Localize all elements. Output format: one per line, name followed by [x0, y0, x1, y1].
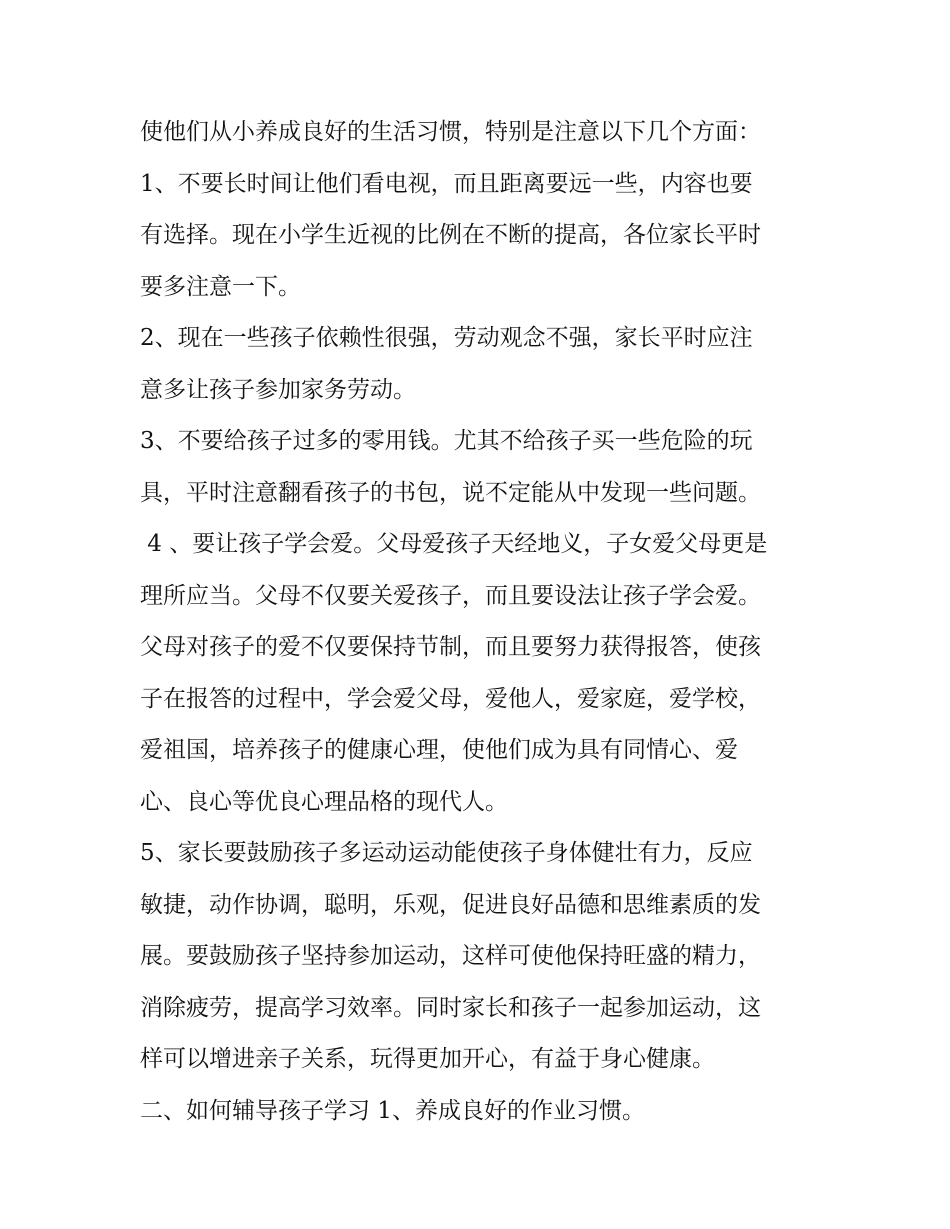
- text-line: 4 、要让孩子学会爱。父母爱孩子天经地义，子女爱父母更是: [140, 531, 768, 557]
- text-line: 理所应当。父母不仅要关爱孩子，而且要设法让孩子学会爱。: [140, 582, 761, 609]
- text-line: 消除疲劳，提高学习效率。同时家长和孩子一起参加运动，这: [140, 994, 761, 1021]
- text-line: 父母对孩子的爱不仅要保持节制，而且要努力获得报答，使孩: [140, 634, 761, 660]
- text-line: 1、不要长时间让他们看电视，而且距离要远一些，内容也要: [140, 170, 753, 197]
- text-line: 2、现在一些孩子依赖性很强，劳动观念不强，家长平时应注: [140, 325, 753, 351]
- text-line: 3、不要给孩子过多的零用钱。尤其不给孩子买一些危险的玩: [140, 428, 753, 454]
- text-line: 心、良心等优良心理品格的现代人。: [140, 788, 508, 815]
- text-line: 意多让孩子参加家务劳动。: [140, 376, 416, 403]
- text-line: 子在报答的过程中，学会爱父母，爱他人，爱家庭，爱学校，: [140, 685, 761, 712]
- text-line: 爱祖国，培养孩子的健康心理，使他们成为具有同情心、爱: [140, 737, 738, 763]
- text-line: 展。要鼓励孩子坚持参加运动，这样可使他保持旺盛的精力，: [140, 943, 761, 969]
- text-line: 有选择。现在小学生近视的比例在不断的提高，各位家长平时: [140, 222, 761, 248]
- document-body: [140, 108, 830, 1138]
- text-line: 二、如何辅导孩子学习 1、养成良好的作业习惯。: [140, 1097, 645, 1124]
- text-line: 具，平时注意翻看孩子的书包，说不定能从中发现一些问题。: [140, 479, 761, 506]
- text-line: 要多注意一下。: [140, 273, 301, 300]
- text-line: 5、家长要鼓励孩子多运动运动能使孩子身体健壮有力，反应: [140, 840, 753, 866]
- text-line: 使他们从小养成良好的生活习惯，特别是注意以下几个方面：: [140, 119, 761, 145]
- text-line: 敏捷，动作协调，聪明，乐观，促进良好品德和思维素质的发: [140, 891, 761, 918]
- text-line: 样可以增进亲子关系，玩得更加开心，有益于身心健康。: [140, 1046, 715, 1072]
